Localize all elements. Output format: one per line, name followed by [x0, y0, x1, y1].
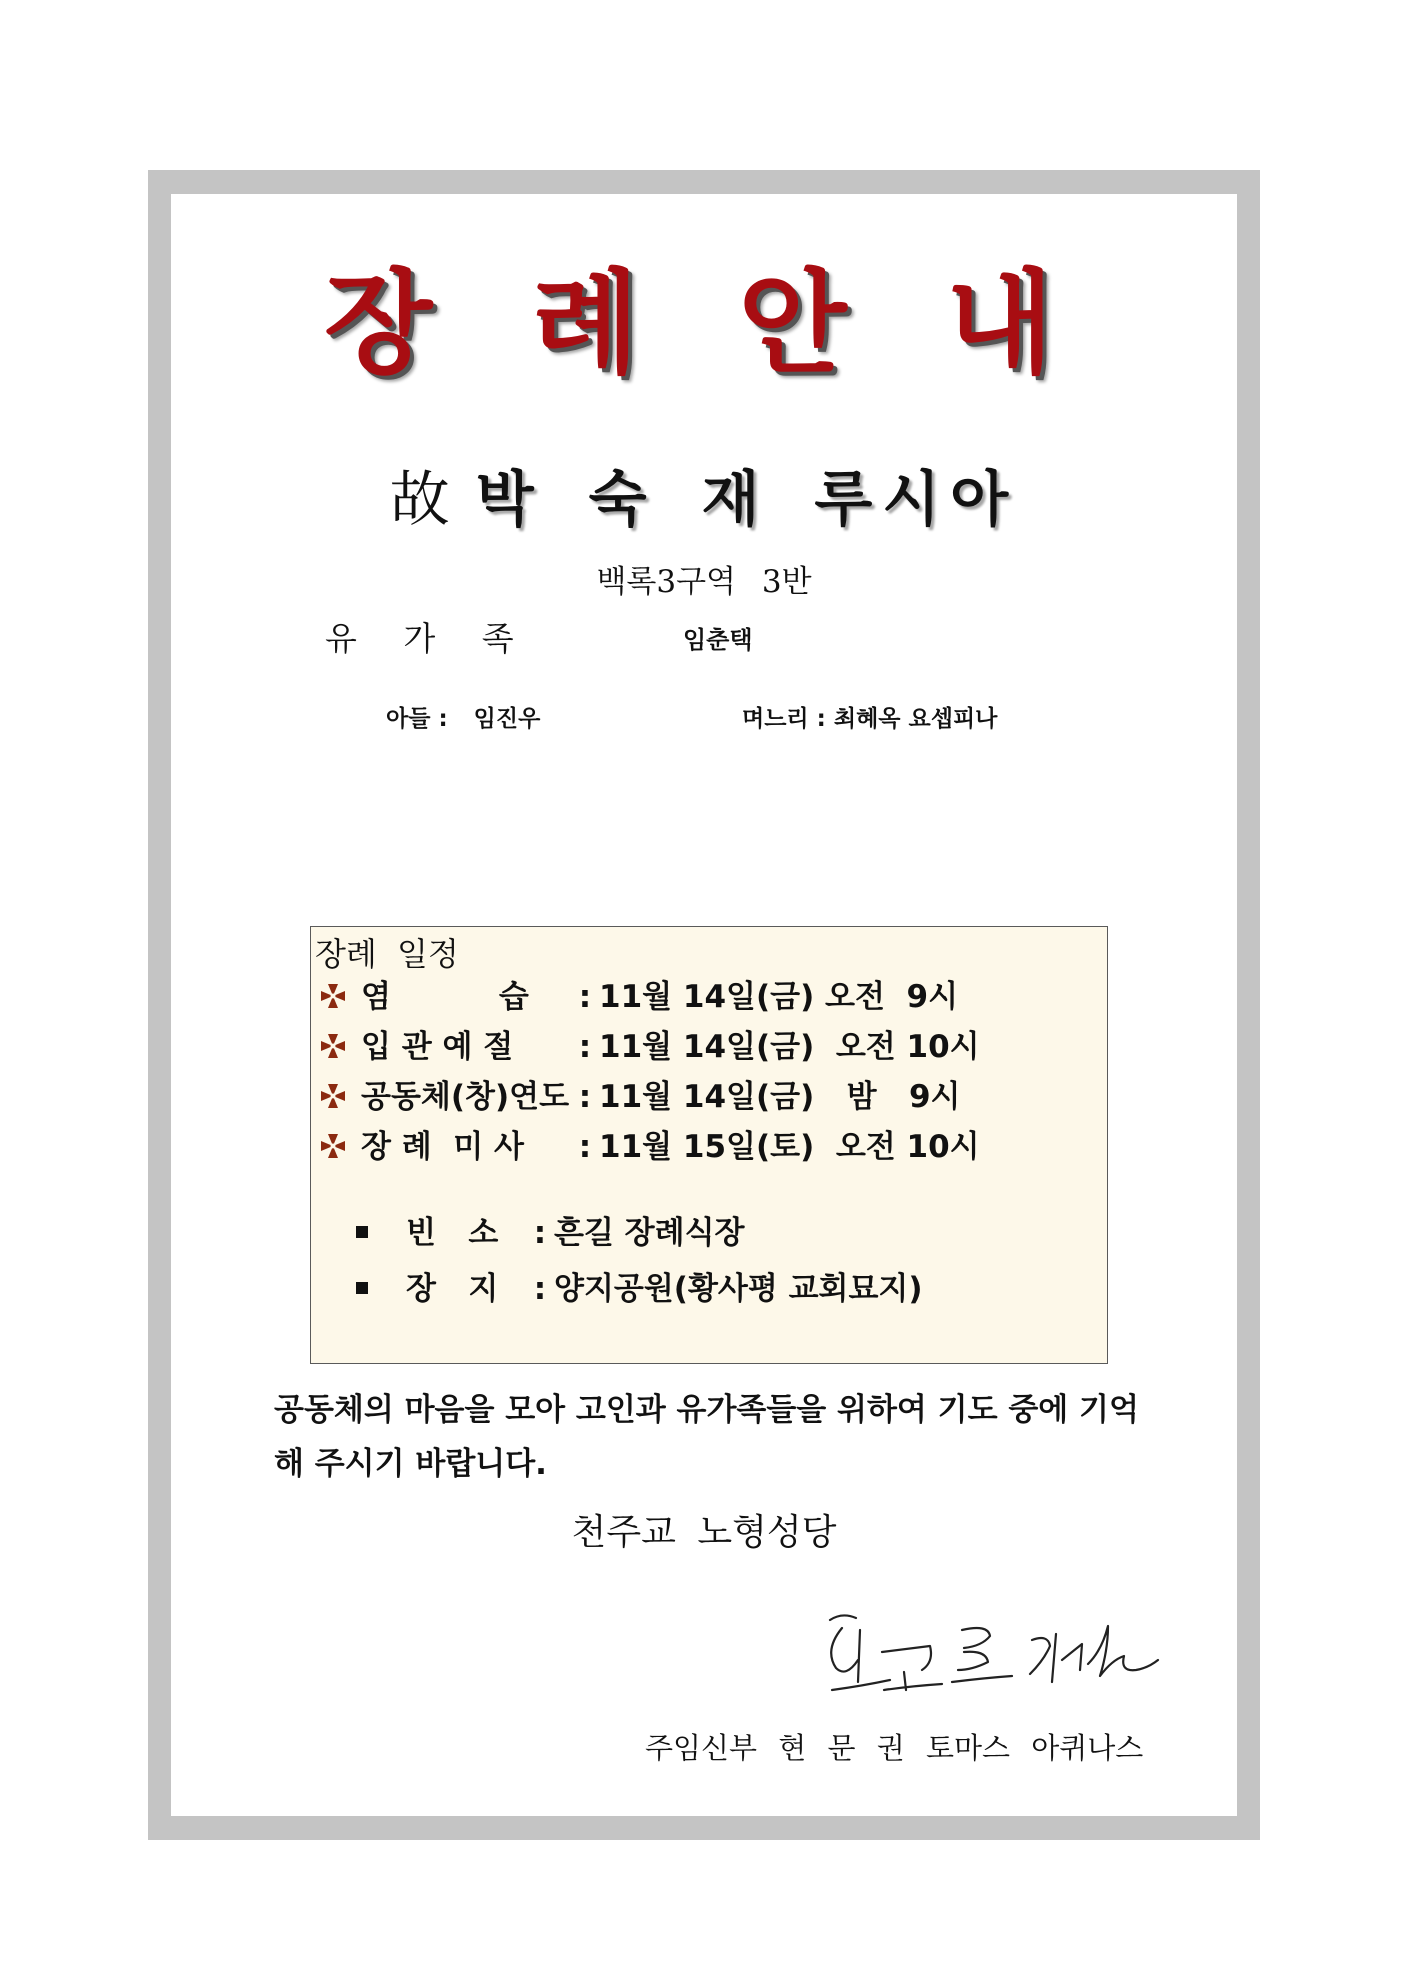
cross-pattee-icon — [319, 982, 347, 1010]
venue-label: 빈 소 — [406, 1215, 499, 1251]
square-bullet-icon — [356, 1282, 368, 1294]
schedule-row — [319, 975, 958, 1019]
venue-row — [356, 1267, 923, 1311]
schedule-colon: : — [578, 1029, 592, 1065]
daughter-in-law-line: 며느리 : 최혜옥 요셉피나 — [742, 706, 998, 732]
venue-label: 장 지 — [406, 1271, 499, 1307]
family-label: 유 가 족 — [325, 619, 532, 658]
venue-value: 흔길 장례식장 — [554, 1215, 745, 1251]
schedule-value: 11월 15일(토) 오전 10시 — [599, 1129, 980, 1165]
schedule-label: 공동체(창)연도 — [361, 1079, 570, 1115]
notice-title: 장 례 안 내 — [324, 259, 1084, 389]
venue-value: 양지공원(황사평 교회묘지) — [554, 1271, 923, 1307]
schedule-colon: : — [578, 1079, 592, 1115]
son-name: 임진우 — [473, 706, 541, 732]
schedule-label: 입 관 예 절 — [361, 1029, 514, 1065]
venue-colon: : — [533, 1271, 547, 1307]
schedule-value: 11월 14일(금) 오전 10시 — [599, 1029, 980, 1065]
spouse-name: 임춘택 — [683, 626, 753, 654]
schedule-label: 염 습 — [361, 979, 529, 1015]
son-line — [386, 700, 540, 733]
deceased-name: 박 숙 재 루시아 — [475, 465, 1019, 535]
pastor-signature — [812, 1590, 1172, 1710]
church-name: 천주교 노형성당 — [571, 1512, 837, 1553]
schedule-value: 11월 14일(금) 오전 9시 — [599, 979, 959, 1015]
parish-area: 백록3구역 3반 — [596, 564, 812, 600]
deceased-prefix: 故 — [389, 465, 450, 535]
schedule-label: 장 례 미 사 — [361, 1129, 524, 1165]
venue-colon: : — [533, 1215, 547, 1251]
schedule-row — [319, 1125, 980, 1169]
funeral-schedule-box — [310, 926, 1108, 1364]
pastor-name: 주임신부 현 문 권 토마스 아퀴나스 — [645, 1731, 1144, 1765]
schedule-row — [319, 1075, 960, 1119]
venue-row — [356, 1211, 744, 1255]
schedule-colon: : — [578, 1129, 592, 1165]
schedule-value: 11월 14일(금) 밤 9시 — [599, 1079, 961, 1115]
schedule-row — [319, 1025, 980, 1069]
cross-pattee-icon — [319, 1032, 347, 1060]
deceased-heading — [171, 465, 1237, 535]
square-bullet-icon — [356, 1226, 368, 1238]
schedule-title: 장례 일정 — [315, 935, 459, 973]
son-label: 아들 : — [386, 706, 448, 732]
cross-pattee-icon — [319, 1082, 347, 1110]
cross-pattee-icon — [319, 1132, 347, 1160]
prayer-request-message: 공동체의 마음을 모아 고인과 유가족들을 위하여 기도 중에 기억해 주시기 바랍니다. — [274, 1392, 1139, 1482]
schedule-colon: : — [578, 979, 592, 1015]
